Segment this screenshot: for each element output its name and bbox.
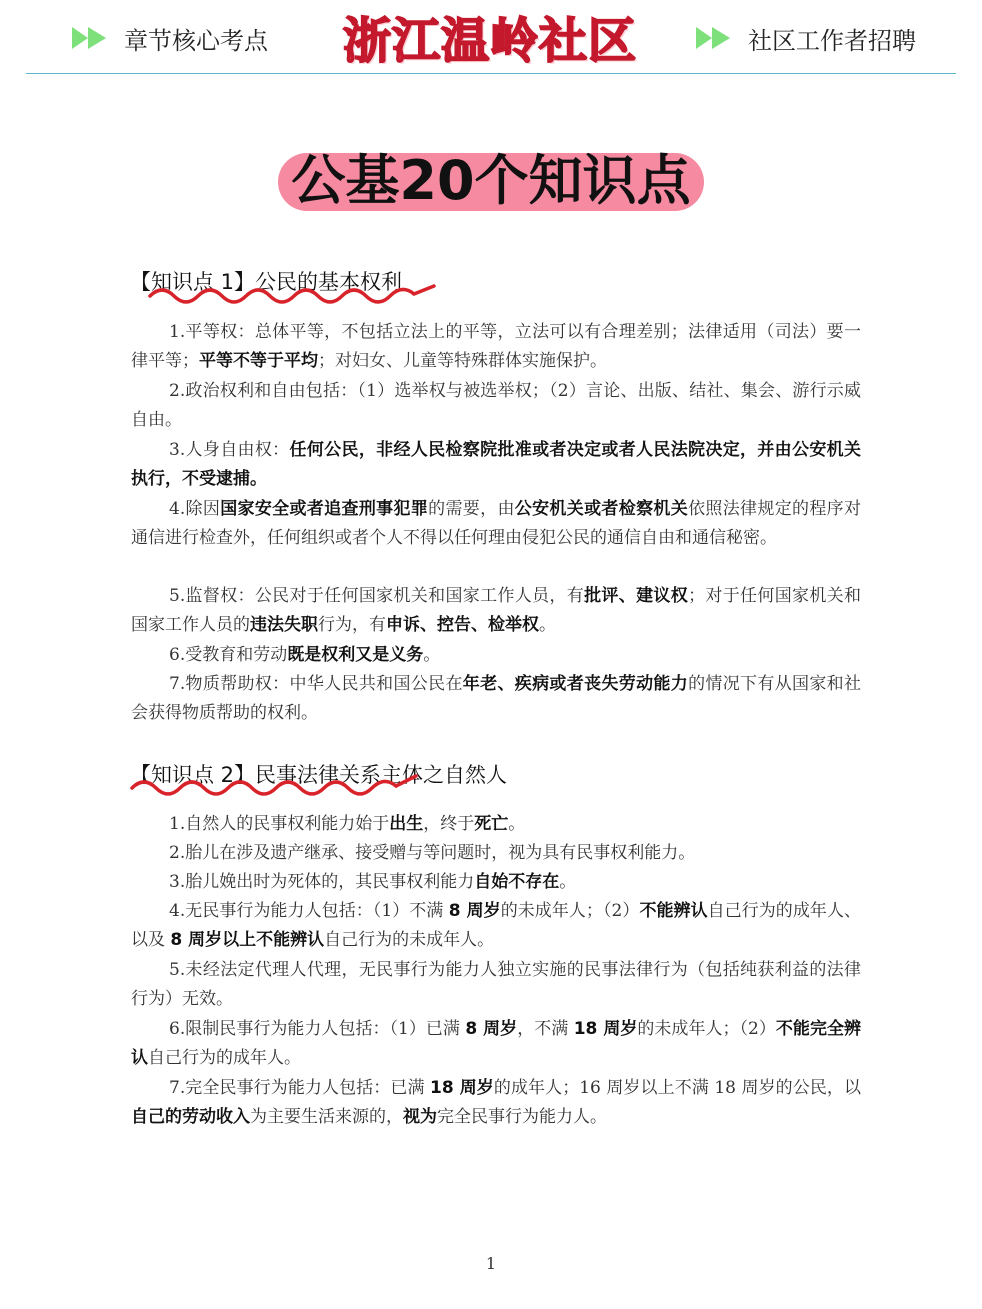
paragraph: 5.监督权：公民对于任何国家机关和国家工作人员，有批评、建议权；对于任何国家机关和国家工作人员的违法失职行为，有申诉、控告、检举权。 bbox=[131, 586, 862, 636]
page-number: 1 bbox=[485, 1254, 497, 1273]
paragraph: 1.平等权：总体平等，不包括立法上的平等，立法可以有合理差别；法律适用（司法）要一律平等；平等不等于平均；对妇女、儿童等特殊群体实施保护。 bbox=[131, 322, 861, 372]
paragraph: 4.无民事行为能力人包括：（1）不满 8 周岁的未成年人；（2）不能辨认自己行为的成年人、以及 8 周岁以上不能辨认自己行为的未成年人。 bbox=[131, 901, 861, 951]
section-1-heading: 【知识点 1】公民的基本权利 bbox=[130, 270, 403, 294]
header-right-label-group bbox=[696, 20, 916, 56]
document-title-banner bbox=[278, 143, 704, 219]
double-arrow-icon bbox=[696, 25, 734, 51]
header-left-label-group bbox=[72, 20, 268, 56]
paragraph: 3.胎儿娩出时为死体的，其民事权利能力自始不存在。 bbox=[169, 872, 577, 892]
double-arrow-icon bbox=[72, 25, 110, 51]
section-2-heading: 【知识点 2】民事法律关系主体之自然人 bbox=[130, 763, 508, 787]
header-left-label: 章节核心考点 bbox=[124, 26, 268, 55]
brand-title: 浙江温岭社区 bbox=[342, 13, 637, 69]
document-title: 公基20个知识点 bbox=[291, 149, 691, 212]
paragraph: 7.完全民事行为能力人包括：已满 18 周岁的成年人；16 周岁以上不满 18 周岁的公民，以自己的劳动收入为主要生活来源的，视为完全民事行为能力人。 bbox=[131, 1078, 862, 1128]
paragraph: 2.政治权利和自由包括：（1）选举权与被选举权；（2）言论、出版、结社、集会、游行示威自由。 bbox=[131, 381, 861, 431]
page-header bbox=[0, 0, 982, 74]
paragraph: 7.物质帮助权：中华人民共和国公民在年老、疾病或者丧失劳动能力的情况下有从国家和社会获得物质帮助的权利。 bbox=[131, 674, 862, 724]
paragraph: 2.胎儿在涉及遗产继承、接受赠与等问题时，视为具有民事权利能力。 bbox=[169, 843, 696, 863]
red-underline-squiggle bbox=[148, 282, 438, 308]
paragraph: 5.未经法定代理人代理，无民事行为能力人独立实施的民事法律行为（包括纯获利益的法律行为）无效。 bbox=[131, 960, 861, 1010]
paragraph: 6.受教育和劳动既是权利又是义务。 bbox=[169, 645, 441, 665]
header-divider bbox=[26, 73, 956, 74]
red-underline-squiggle bbox=[130, 774, 420, 800]
paragraph: 3.人身自由权：任何公民，非经人民检察院批准或者决定或者人民法院决定，并由公安机关执行，不受逮捕。 bbox=[131, 440, 861, 490]
paragraph: 1.自然人的民事权利能力始于出生，终于死亡。 bbox=[169, 814, 526, 834]
paragraph: 4.除因国家安全或者追查刑事犯罪的需要，由公安机关或者检察机关依照法律规定的程序对通信进行检查外，任何组织或者个人不得以任何理由侵犯公民的通信自由和通信秘密。 bbox=[131, 499, 862, 549]
header-right-label: 社区工作者招聘 bbox=[748, 26, 916, 55]
paragraph: 6.限制民事行为能力人包括：（1）已满 8 周岁，不满 18 周岁的未成年人；（2）不能完全辨认自己行为的成年人。 bbox=[131, 1019, 861, 1069]
